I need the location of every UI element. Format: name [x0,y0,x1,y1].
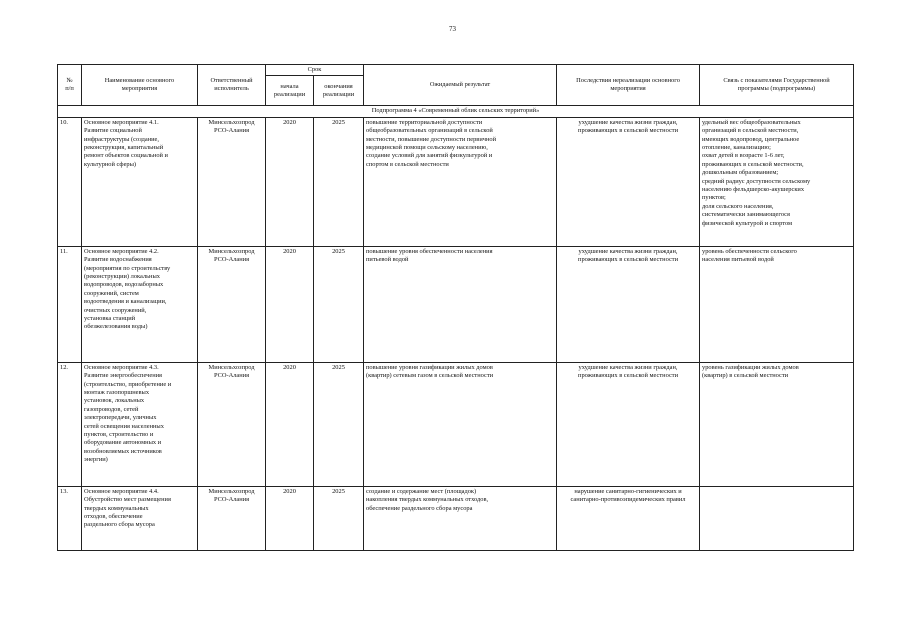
header-num: № п/п [58,65,82,106]
row-consequences: нарушение санитарно-гигиенических и санитарно-противоэпидемических правил [557,486,700,550]
row-end: 2025 [314,117,364,246]
page-number: 73 [449,25,456,33]
row-responsible: Минсельхозпрод РСО-Алания [198,486,266,550]
subprogram-title: Подпрограмма 4 «Современный облик сельских территорий» [58,106,854,117]
row-num: 11. [58,246,82,362]
row-consequences: ухудшение качества жизни граждан, проживающих в сельской местности [557,117,700,246]
header-term: Срок [266,65,364,76]
header-start: начала реализации [266,76,314,106]
row-link: уровень обеспеченности сельского населения питьевой водой [700,246,854,362]
row-name: Основное мероприятие 4.3. Развитие энергообеспечения (строительство, приобретение и монтаж газопоршневых установок, локальных газопроводов, сетей электропередачи, уличных сетей освещения населенных пунктов, строительство и оборудование автономных и возобновляемых источников энергии) [82,362,198,486]
table-row [58,486,854,550]
row-consequences: ухудшение качества жизни граждан, проживающих в сельской местности [557,362,700,486]
row-start: 2020 [266,486,314,550]
row-end: 2025 [314,246,364,362]
events-table [57,64,854,551]
row-expected: создание и содержание мест (площадок) накопления твердых коммунальных отходов, обеспечение раздельного сбора мусора [364,486,557,550]
row-name: Основное мероприятие 4.1. Развитие социальной инфраструктуры (создание, реконструкция, капитальный ремонт объектов социальной и культурной сферы) [82,117,198,246]
row-link: уровень газификации жилых домов (квартир) в сельской местности [700,362,854,486]
row-start: 2020 [266,117,314,246]
header-end: окончания реализации [314,76,364,106]
row-start: 2020 [266,246,314,362]
header-expected: Ожидаемый результат [364,65,557,106]
table-row [58,246,854,362]
row-num: 13. [58,486,82,550]
row-end: 2025 [314,486,364,550]
row-link [700,486,854,550]
row-num: 12. [58,362,82,486]
header-link: Связь с показателями Государственной программы (подпрограммы) [700,65,854,106]
table-row [58,362,854,486]
row-link: удельный вес общеобразовательных организаций в сельской местности, имеющих водопровод, центральное отопление, канализацию; охват детей в возрасте 1-6 лет, проживающих в сельской местности, дошкольным образованием; средний радиус доступности сельскому населению фельдшерско-акушерских пунктов; доля сельского населения, систематически занимающегося физической культурой и спортом [700,117,854,246]
row-name: Основное мероприятие 4.2. Развитие водоснабжения (мероприятия по строительству (реконструкции) локальных водопроводов, водозаборных сооружений, систем водоотведения и канализации, очистных сооружений, установка станций обезжелезования воды) [82,246,198,362]
row-expected: повышение уровня газификации жилых домов (квартир) сетевым газом в сельской местности [364,362,557,486]
row-responsible: Минсельхозпрод РСО-Алания [198,362,266,486]
row-num: 10. [58,117,82,246]
header-consequences: Последствия нереализации основного мероприятия [557,65,700,106]
row-responsible: Минсельхозпрод РСО-Алания [198,117,266,246]
row-consequences: ухудшение качества жизни граждан, проживающих в сельской местности [557,246,700,362]
row-expected: повышение уровня обеспеченности населения питьевой водой [364,246,557,362]
row-end: 2025 [314,362,364,486]
row-expected: повышение территориальной доступности общеобразовательных организаций в сельской местности, повышение доступности первичной медицинской помощи сельскому населению, создание условий для занятий физкультурой и спортом в сельской местности [364,117,557,246]
row-start: 2020 [266,362,314,486]
table-row [58,117,854,246]
header-name: Наименование основного мероприятия [82,65,198,106]
row-name: Основное мероприятие 4.4. Обустройство мест размещения твердых коммунальных отходов, обеспечение раздельного сбора мусора [82,486,198,550]
header-responsible: Ответственный исполнитель [198,65,266,106]
row-responsible: Минсельхозпрод РСО-Алания [198,246,266,362]
